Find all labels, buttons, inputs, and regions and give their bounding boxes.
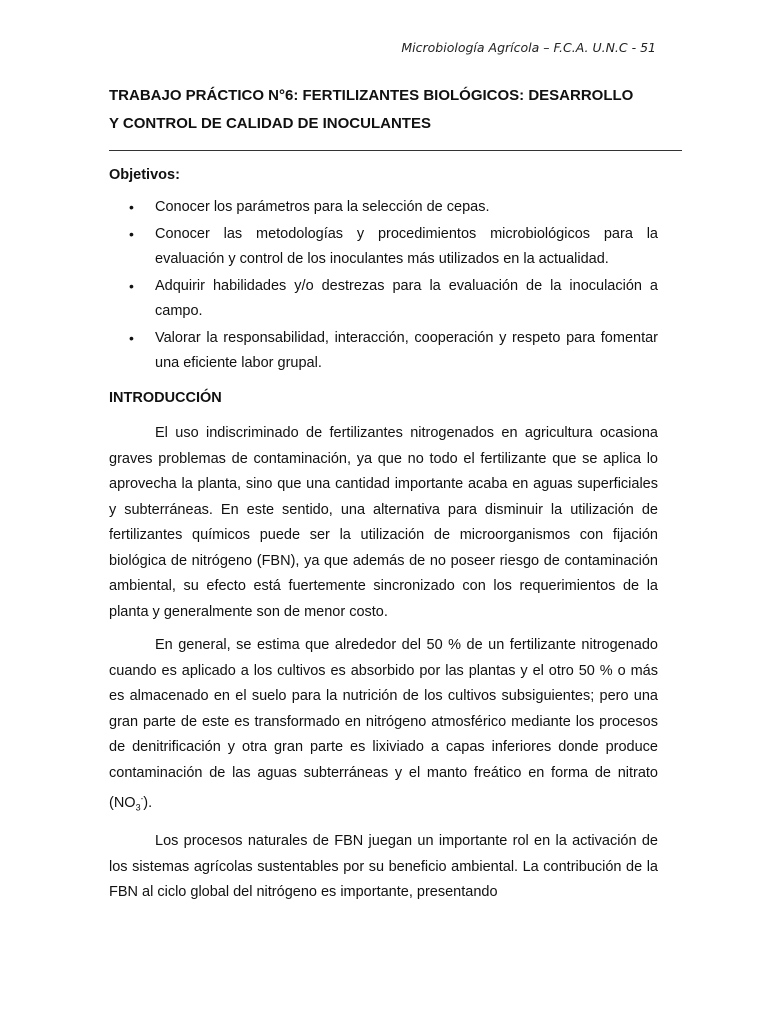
title-line-2: Y CONTROL DE CALIDAD DE INOCULANTES	[109, 115, 431, 132]
list-item	[109, 195, 658, 221]
objective-text: Valorar la responsabilidad, interacción, cooperación y respeto para fomentar una eficiente labor grupal.	[155, 329, 658, 371]
list-item	[109, 326, 658, 377]
document-title	[109, 82, 669, 138]
objective-text: Conocer las metodologías y procedimientos microbiológicos para la evaluación y control de los inoculantes más utilizados en la actualidad.	[155, 225, 658, 267]
paragraph-1: El uso indiscriminado de fertilizantes nitrogenados en agricultura ocasiona graves problemas de contaminación, ya que no todo el fertilizante que se aplica lo aprovecha la planta, sino que una cantidad importante acaba en aguas superficiales y subterráneas. En este sentido, una alternativa para disminuir la utilización de fertilizantes químicos puede ser la utilización de microorganismos con fijación biológica de nitrógeno (FBN), ya que además de no poseer riesgo de contaminación ambiental, su efecto está fuertemente sincronizado con los requerimientos de la planta y generalmente son de menor costo.	[109, 425, 658, 620]
bullet-icon: •	[129, 199, 134, 215]
title-divider	[109, 150, 682, 151]
title-line-1: TRABAJO PRÁCTICO N°6: FERTILIZANTES BIOLÓGICOS: DESARROLLO	[109, 87, 634, 104]
objective-text: Conocer los parámetros para la selección de cepas.	[155, 199, 490, 215]
bullet-icon: •	[129, 329, 134, 346]
objective-text: Adquirir habilidades y/o destrezas para la evaluación de la inoculación a campo.	[155, 277, 658, 319]
list-item	[109, 274, 658, 325]
paragraph-2-text: En general, se estima que alrededor del 50 % de un fertilizante nitrogenado cuando es aplicado a los cultivos es absorbido por las plantas y el otro 50 % o más es almacenado en el suelo para la nutrición de los cultivos subsiguientes; pero una gran parte de este es transformado en nitrógeno atmosférico mediante los procesos de denitrificación y otra gran parte es lixiviado a capas inferiores donde produce contaminación de las aguas subterráneas y el manto freático en forma de nitrato (NO	[109, 637, 658, 811]
nitrate-superscript: -	[140, 794, 144, 803]
objectives-list	[109, 195, 658, 378]
page-number: 51	[640, 40, 656, 55]
bullet-icon: •	[129, 277, 134, 294]
nitrate-subscript: 3	[135, 802, 141, 813]
introduction-body	[109, 421, 658, 914]
introduction-heading: INTRODUCCIÓN	[109, 390, 222, 406]
bullet-icon: •	[129, 225, 134, 242]
paragraph-2	[109, 633, 658, 821]
paragraph-2-end: ).	[143, 794, 153, 811]
paragraph-3: Los procesos naturales de FBN juegan un importante rol en la activación de los sistemas agrícolas sustentables por su beneficio ambiental. La contribución de la FBN al ciclo global del nitrógeno es importante, presentando	[109, 833, 658, 901]
running-title: Microbiología Agrícola – F.C.A. U.N.C -	[401, 40, 641, 55]
list-item	[109, 222, 658, 273]
objectives-heading: Objetivos:	[109, 167, 180, 183]
running-header	[401, 40, 656, 55]
